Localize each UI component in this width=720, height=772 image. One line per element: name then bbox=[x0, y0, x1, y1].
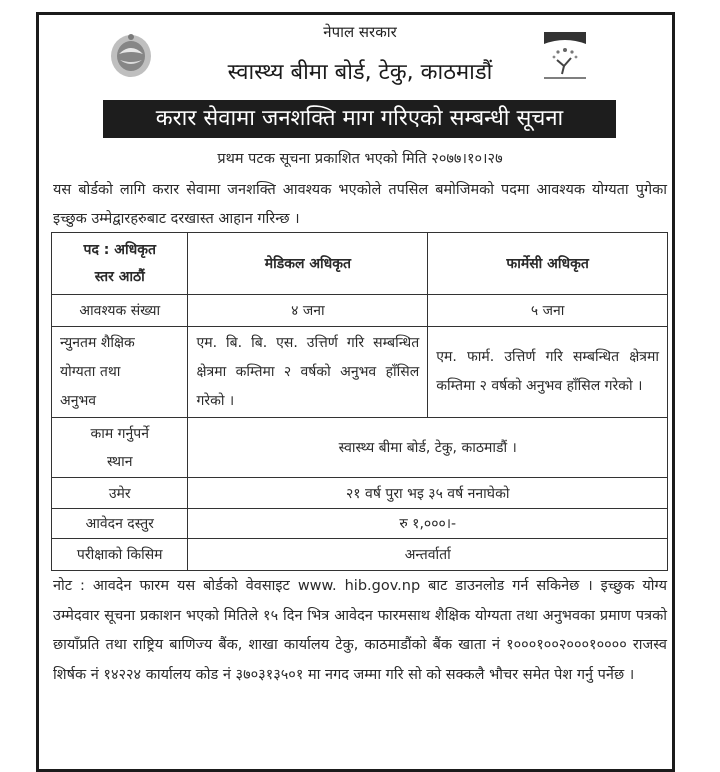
row-label-exam-type: परीक्षाको किसिम bbox=[52, 539, 188, 571]
publication-date: प्रथम पटक सूचना प्रकाशित भएको मिति २०७७।१०।२७ bbox=[217, 151, 503, 167]
intro-paragraph: यस बोर्डको लागि करार सेवामा जनशक्ति आवश्यक भएकोले तपसिल बमोजिमको पदमा आवश्यक योग्यता पुगेका इच्छुक उम्मेद्वारहरुबाट दरखास्त आहान गरिन्छ । bbox=[53, 182, 667, 227]
pharmacy-officer-count: ५ जना bbox=[428, 295, 668, 327]
table-header-medical-officer: मेडिकल अधिकृत bbox=[188, 233, 428, 295]
website-link[interactable]: www. hib.gov.np bbox=[297, 578, 421, 594]
work-location-value: स्वास्थ्य बीमा बोर्ड, टेकु, काठमाडौं । bbox=[188, 418, 668, 478]
table-row bbox=[52, 478, 668, 509]
header-label-line: पद : अधिकृत bbox=[83, 241, 156, 258]
government-name: नेपाल सरकार bbox=[323, 23, 397, 41]
note-text-after-link: बाट डाउनलोड गर्न सकिनेछ । इच्छुक योग्य उम्मेदवार सूचना प्रकाशन भएको मितिले १५ दिन भित्र आवेदन फारमसाथ शैक्षिक योग्यता तथा अनुभवका प्रमाण पत्रको छायाँप्रति तथा राष्ट्रिय बाणिज्य बैंक, शाखा कार्यालय टेकु, काठमाडौंको बैंक खाता नं १०००१००२०००१०००० राजस्व शिर्षक नं १४२२४ कार्यालय कोड नं ३७०३१३५०१ मा नगद जम्मा गरि सो को सक्कलै भौचर समेत पेश गर्नु पर्नेछ । bbox=[53, 578, 668, 683]
table-row bbox=[52, 327, 668, 418]
label-line: अनुभव bbox=[60, 392, 97, 409]
label-line: काम गर्नुपर्ने bbox=[90, 425, 150, 442]
application-fee-value: रु १,०००।- bbox=[188, 509, 668, 539]
vacancy-table bbox=[51, 232, 668, 571]
row-label-required-number: आवश्यक संख्या bbox=[52, 295, 188, 327]
note-paragraph bbox=[53, 572, 667, 690]
age-value: २१ वर्ष पुरा भइ ३५ वर्ष ननाघेको bbox=[188, 478, 668, 509]
note-label: नोट : bbox=[53, 578, 85, 594]
row-label-application-fee: आवेदन दस्तुर bbox=[52, 509, 188, 539]
label-line: न्युनतम शैक्षिक bbox=[60, 334, 135, 351]
row-label-age: उमेर bbox=[52, 478, 188, 509]
table-header-pharmacy-officer: फार्मेसी अधिकृत bbox=[428, 233, 668, 295]
table-row bbox=[52, 418, 668, 478]
pharmacy-officer-qualification: एम. फार्म. उत्तिर्ण गरि सम्बन्धित क्षेत्रमा कम्तिमा २ वर्षको अनुभव हाँसिल गरेको । bbox=[428, 327, 668, 418]
table-row bbox=[52, 539, 668, 571]
row-label-qualification bbox=[52, 327, 188, 418]
row-label-work-location bbox=[52, 418, 188, 478]
header-label-line: स्तर आठौं bbox=[94, 268, 145, 285]
note-text-before-link: आवदेन फारम यस बोर्डको वेवसाइट bbox=[92, 578, 290, 594]
medical-officer-count: ४ जना bbox=[188, 295, 428, 327]
organization-title: स्वास्थ्य बीमा बोर्ड, टेकु, काठमाडौं bbox=[227, 60, 493, 85]
table-row bbox=[52, 295, 668, 327]
notice-title-bar bbox=[103, 100, 616, 138]
label-line: योग्यता तथा bbox=[60, 363, 121, 380]
table-header-row bbox=[52, 233, 668, 295]
exam-type-value: अन्तर्वार्ता bbox=[188, 539, 668, 571]
label-line: स्थान bbox=[106, 453, 133, 470]
medical-officer-qualification: एम. बि. बि. एस. उत्तिर्ण गरि सम्बन्धित क्षेत्रमा कम्तिमा २ वर्षको अनुभव हाँसिल गरेको । bbox=[188, 327, 428, 418]
notice-title: करार सेवामा जनशक्ति माग गरिएको सम्बन्धी सूचना bbox=[155, 106, 564, 131]
table-row bbox=[52, 509, 668, 539]
table-header-label bbox=[52, 233, 188, 295]
